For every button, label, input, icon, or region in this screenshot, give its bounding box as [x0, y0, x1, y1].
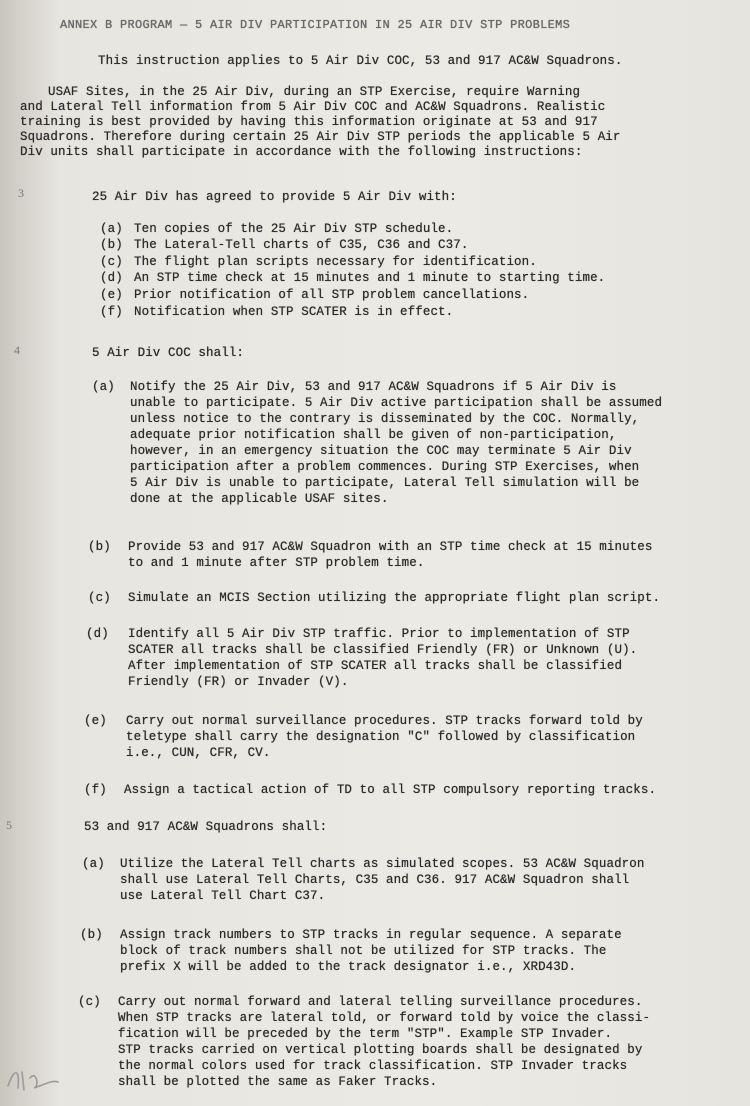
para4-lead: 5 Air Div COC shall:	[92, 346, 245, 360]
para2-line: Squadrons. Therefore during certain 25 Air Div STP periods the applicable 5 Air	[20, 130, 621, 144]
para3-item-label: (c)	[100, 255, 123, 269]
para5-item-line: use Lateral Tell Chart C37.	[120, 889, 326, 903]
para2-line: Div units shall participate in accordance with the following instructions:	[20, 145, 583, 159]
para4-item-line: to and 1 minute after STP problem time.	[128, 556, 425, 570]
para5-item-line: the normal colors used for track classification. STP Invader tracks	[118, 1059, 628, 1073]
para2-line: training is best provided by having this information originate at 53 and 917	[20, 115, 598, 129]
para5-item-line: shall be plotted the same as Faker Tracks.	[118, 1075, 438, 1089]
para2-line: and Lateral Tell information from 5 Air Div COC and AC&W Squadrons. Realistic	[20, 100, 606, 114]
intro-line: This instruction applies to 5 Air Div COC, 53 and 917 AC&W Squadrons.	[98, 54, 623, 68]
para5-number: 5	[6, 818, 12, 832]
para4-item-line: Identify all 5 Air Div STP traffic. Prior to implementation of STP	[128, 627, 630, 641]
para3-item-label: (a)	[100, 222, 123, 236]
para4-item-line: After implementation of STP SCATER all tracks shall be classified	[128, 659, 623, 673]
para4-item-line: SCATER all tracks shall be classified Friendly (FR) or Unknown (U).	[128, 643, 638, 657]
para4-item-line: Assign a tactical action of TD to all STP compulsory reporting tracks.	[124, 783, 657, 797]
para3-item-label: (d)	[100, 271, 123, 285]
para5-item-line: fication will be preceded by the term "STP". Example STP Invader.	[118, 1027, 613, 1041]
para3-item-text: The Lateral-Tell charts of C35, C36 and C37.	[134, 238, 469, 252]
para5-item-label: (a)	[82, 857, 105, 871]
para5-item-line: Utilize the Lateral Tell charts as simulated scopes. 53 AC&W Squadron	[120, 857, 645, 871]
para5-lead: 53 and 917 AC&W Squadrons shall:	[84, 820, 328, 834]
para3-lead: 25 Air Div has agreed to provide 5 Air Div with:	[92, 190, 457, 204]
para4-item-line: however, in an emergency situation the COC may terminate 5 Air Div	[130, 444, 632, 458]
handwritten-mark-icon	[0, 1058, 80, 1098]
para4-item-line: Friendly (FR) or Invader (V).	[128, 675, 349, 689]
para3-item-text: Prior notification of all STP problem cancellations.	[134, 288, 530, 302]
para4-item-line: unable to participate. 5 Air Div active participation shall be assumed	[130, 396, 663, 410]
para5-item-line: STP tracks carried on vertical plotting boards shall be designated by	[118, 1043, 643, 1057]
para4-item-line: done at the applicable USAF sites.	[130, 492, 389, 506]
para5-item-label: (c)	[78, 995, 101, 1009]
para4-item-line: Simulate an MCIS Section utilizing the appropriate flight plan script.	[128, 591, 661, 605]
para3-item-text: Notification when STP SCATER is in effect.	[134, 305, 454, 319]
para3-number: 3	[18, 186, 24, 200]
para4-item-line: teletype shall carry the designation "C" followed by classification	[126, 730, 636, 744]
para4-item-line: adequate prior notification shall be given of non-participation,	[130, 428, 617, 442]
para2-line: USAF Sites, in the 25 Air Div, during an STP Exercise, require Warning	[48, 85, 581, 99]
para3-item-label: (b)	[100, 238, 123, 252]
para4-number: 4	[14, 343, 20, 357]
para4-item-label: (b)	[88, 540, 111, 554]
para5-item-label: (b)	[80, 928, 103, 942]
para3-item-text: The flight plan scripts necessary for identification.	[134, 255, 537, 269]
para5-item-line: Carry out normal forward and lateral telling surveillance procedures.	[118, 995, 643, 1009]
para3-item-label: (f)	[100, 305, 123, 319]
para3-item-text: An STP time check at 15 minutes and 1 minute to starting time.	[134, 271, 606, 285]
para5-item-line: shall use Lateral Tell Charts, C35 and C36. 917 AC&W Squadron shall	[120, 873, 630, 887]
para4-item-line: Provide 53 and 917 AC&W Squadron with an STP time check at 15 minutes	[128, 540, 653, 554]
para4-item-line: Carry out normal surveillance procedures. STP tracks forward told by	[126, 714, 643, 728]
para4-item-label: (a)	[92, 380, 115, 394]
para4-item-label: (c)	[88, 591, 111, 605]
para4-item-label: (d)	[86, 627, 109, 641]
para5-item-line: When STP tracks are lateral told, or forward told by voice the classi-	[118, 1011, 651, 1025]
page-heading: ANNEX B PROGRAM — 5 AIR DIV PARTICIPATION IN 25 AIR DIV STP PROBLEMS	[60, 18, 571, 32]
para4-item-line: i.e., CUN, CFR, CV.	[126, 746, 271, 760]
para3-item-label: (e)	[100, 288, 123, 302]
para5-item-line: prefix X will be added to the track designator i.e., XRD43D.	[120, 960, 577, 974]
para4-item-label: (f)	[84, 783, 107, 797]
para4-item-line: participation after a problem commences. During STP Exercises, when	[130, 460, 640, 474]
para4-item-line: Notify the 25 Air Div, 53 and 917 AC&W Squadrons if 5 Air Div is	[130, 380, 617, 394]
para5-item-line: Assign track numbers to STP tracks in regular sequence. A separate	[120, 928, 622, 942]
para4-item-line: 5 Air Div is unable to participate, Lateral Tell simulation will be	[130, 476, 640, 490]
para4-item-line: unless notice to the contrary is disseminated by the COC. Normally,	[130, 412, 640, 426]
para3-item-text: Ten copies of the 25 Air Div STP schedule.	[134, 222, 454, 236]
para5-item-line: block of track numbers shall not be utilized for STP tracks. The	[120, 944, 607, 958]
para4-item-label: (e)	[84, 714, 107, 728]
